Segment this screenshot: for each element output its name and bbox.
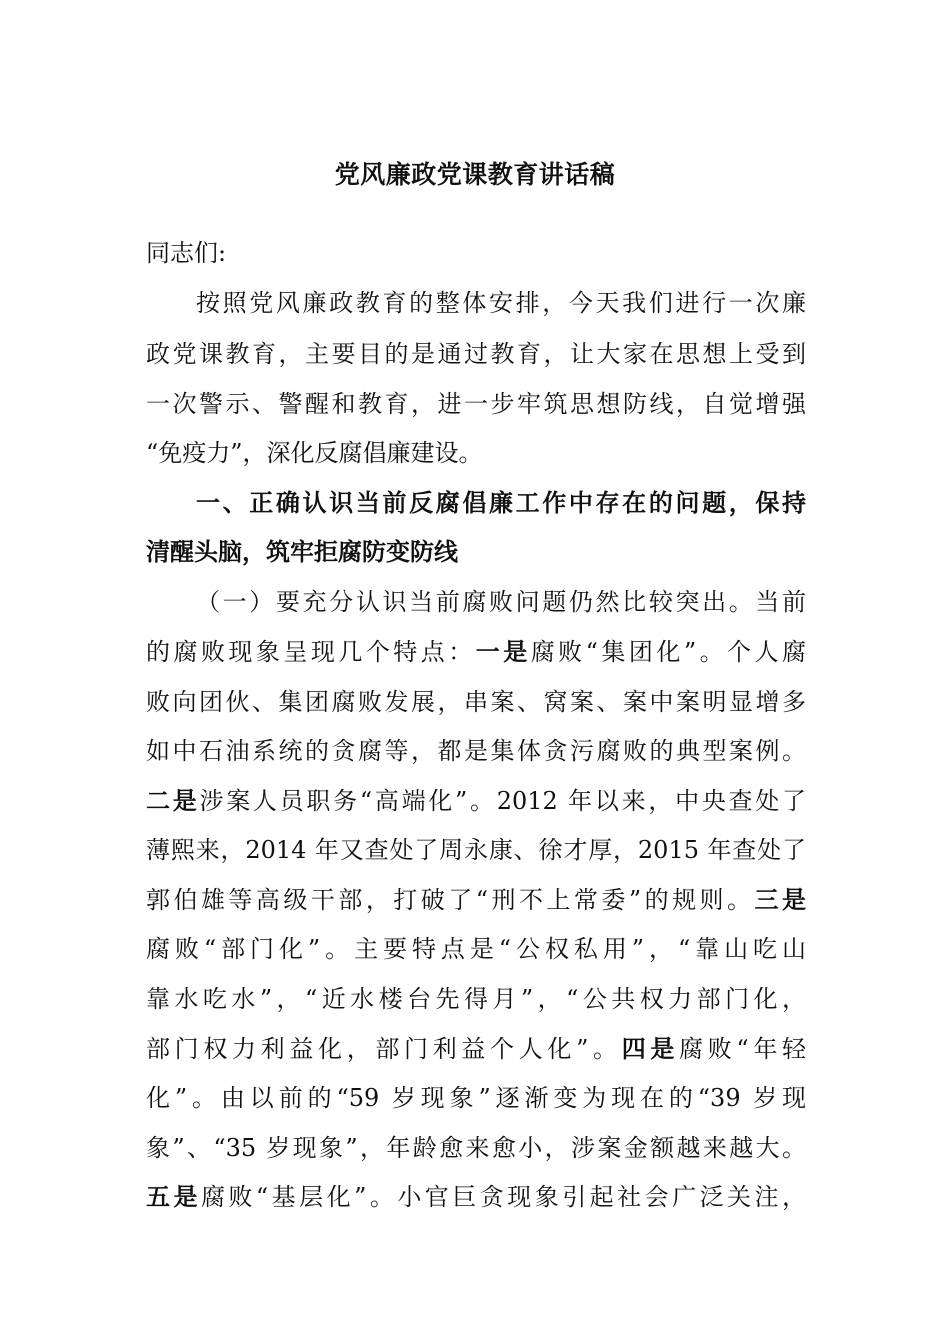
body-line-2 — [146, 636, 806, 668]
point-label-2: 二是 — [146, 787, 200, 815]
body-line-11: 化”。由以前的“59 岁现象”逐渐变为现在的“39 岁现 — [146, 1084, 806, 1112]
body-text: 涉案人员职务“高端化”。2012 年以来，中央查处了 — [199, 787, 807, 815]
body-line-8: 腐败“部门化”。主要特点是“公权私用”，“靠山吃山 — [146, 935, 806, 963]
intro-line-2: 政党课教育，主要目的是通过教育，让大家在思想上受到 — [146, 340, 806, 368]
body-text: 的腐败现象呈现几个特点： — [146, 638, 476, 666]
point-label-3: 三是 — [754, 886, 806, 914]
body-line-4: 如中石油系统的贪腐等，都是集体贪污腐败的典型案例。 — [146, 737, 806, 765]
salutation: 同志们: — [146, 239, 227, 267]
body-text: 腐败“集团化”。个人腐 — [530, 638, 807, 666]
body-text: 腐败“年轻 — [679, 1035, 806, 1063]
document-title: 党风廉政党课教育讲话稿 — [334, 160, 616, 189]
point-label-5: 五是 — [146, 1183, 201, 1211]
body-line-1: （一）要充分认识当前腐败问题仍然比较突出。当前 — [196, 588, 806, 616]
body-line-9: 靠水吃水”，“近水楼台先得月”，“公共权力部门化， — [146, 985, 806, 1013]
intro-line-1: 按照党风廉政教育的整体安排，今天我们进行一次廉 — [196, 289, 806, 317]
body-text: 郭伯雄等高级干部，打破了“刑不上常委”的规则。 — [146, 886, 755, 914]
section-heading-line-2: 清醒头脑，筑牢拒腐防变防线 — [146, 538, 458, 566]
body-line-3: 败向团伙、集团腐败发展，串案、窝案、案中案明显增多 — [146, 688, 806, 716]
body-line-6: 薄熙来，2014 年又查处了周永康、徐才厚，2015 年查处了 — [146, 836, 806, 864]
intro-line-3: 一次警示、警醒和教育，进一步牢筑思想防线，自觉增强 — [146, 390, 806, 418]
body-text: 部门权力利益化，部门利益个人化”。 — [146, 1035, 622, 1063]
intro-line-4: “免疫力”，深化反腐倡廉建设。 — [146, 439, 483, 467]
section-heading-line-1: 一、正确认识当前反腐倡廉工作中存在的问题，保持 — [196, 489, 806, 517]
body-line-13 — [146, 1181, 806, 1213]
point-label-4: 四是 — [621, 1035, 680, 1063]
point-label-1: 一是 — [475, 638, 531, 666]
body-line-10 — [146, 1033, 806, 1065]
body-line-5 — [146, 785, 806, 817]
body-line-7 — [146, 884, 806, 916]
body-text: 腐败“基层化”。小官巨贪现象引起社会广泛关注， — [200, 1183, 807, 1211]
body-line-12: 象”、“35 岁现象”，年龄愈来愈小，涉案金额越来越大。 — [146, 1134, 806, 1162]
